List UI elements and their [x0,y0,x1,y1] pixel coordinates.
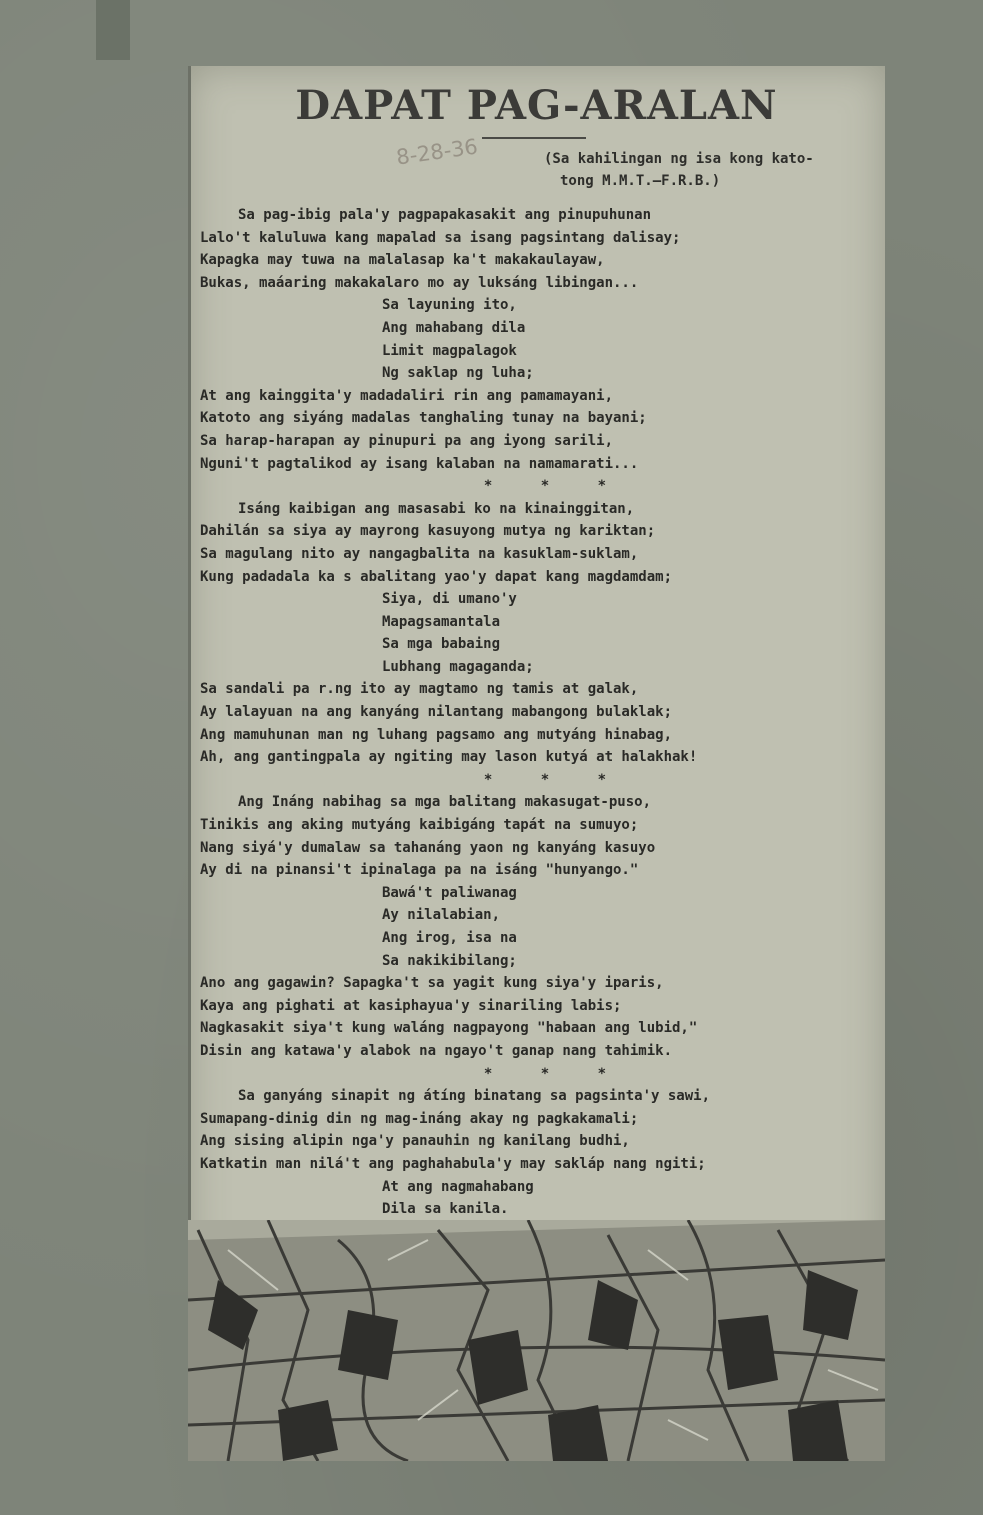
poem-line: At ang kainggita'y madadaliri rin ang pamamayani, [200,387,614,404]
board-stain [96,0,130,60]
poem-line: Limit magpalagok [382,342,517,359]
poem-line: Isáng kaibigan ang masasabi ko na kinainggitan, [238,500,635,517]
poem-line: Sa pag-ibig pala'y pagpapakasakit ang pinupuhunan [238,207,652,223]
dedication-line: (Sa kahilingan ng isa kong kato- [544,151,814,167]
poem-line: Dila sa kanila. [382,1201,509,1218]
stanza-separator: * * * [483,478,627,495]
poem-line: Ng saklap ng luha; [382,365,534,382]
poem-line: Lalo't kaluluwa kang mapalad sa isang pagsintang dalisay; [200,229,681,246]
poem-line: Kaya ang pighati at kasiphayua'y sinariling labis; [200,997,622,1014]
poem-line: Ah, ang gantingpala ay ngiting may lason kutyá at halakhak! [200,749,698,766]
poem-line: Katoto ang siyáng madalas tanghaling tunay na bayani; [200,410,647,427]
poem-line: Nang siyá'y dumalaw sa tahanáng yaon ng kanyáng kasuyo [200,839,656,856]
poem-line: Katkatin man nilá't ang paghahabula'y may sakláp nang ngiti; [200,1155,706,1172]
poem-line: Nagkasakit siya't kung waláng nagpayong "habaan ang lubid," [200,1020,698,1037]
poem-line: Sa layuning ito, [382,297,517,314]
poem-line: Tinikis ang aking mutyáng kaibigáng tapát na sumuyo; [200,817,639,834]
poem-line: Lubhang magaganda; [382,658,534,675]
poem-line: Ang mahabang dila [382,319,526,336]
poem-line: Bukas, maáaring makakalaro mo ay luksáng libingan... [200,274,639,291]
poem-line: Sa sandali pa r.ng ito ay magtamo ng tamis at galak, [200,681,639,698]
poem-line: Kung padadala ka s abalitang yao'y dapat kang magdamdam; [200,568,673,585]
dedication [544,148,864,192]
poem-line: Ay lalayuan na ang kanyáng nilantang mabangong bulaklak; [200,704,673,721]
poem-line: Sa nakikibilang; [382,952,517,969]
poem-line: Ano ang gagawin? Sapagka't sa yagit kung siya'y iparis, [200,975,664,992]
poem-line: Bawá't paliwanag [382,884,517,901]
poem-line: Ay di na pinansi't ipinalaga pa na isáng "hunyango." [200,862,639,879]
poem-line: Ang mamuhunan man ng luhang pagsamo ang mutyáng hinabag, [200,726,673,743]
poem-line: Disin ang katawa'y alabok na ngayo't ganap nang tahimik. [200,1042,673,1059]
poem-line: Sa mga babaing [382,636,501,653]
title-divider [482,137,586,139]
poem-line: At ang nagmahabang [382,1178,534,1195]
poem-body [200,204,880,1221]
poem-line: Sa harap-harapan ay pinupuri pa ang iyong sarili, [200,432,614,449]
poem-line: Ang Ináng nabihag sa mga balitang makasugat-puso, [238,794,652,811]
poem-line: Kapagka may tuwa na malalasap ka't makakaulayaw, [200,252,605,269]
poem-line: Nguni't pagtalikod ay isang kalaban na namamarati... [200,455,639,472]
poem-line: Sumapang-dinig din ng mag-ináng akay ng pagkakamali; [200,1110,639,1127]
poem-line: Mapagsamantala [382,613,501,630]
poem-line: Dahilán sa siya ay mayrong kasuyong mutya ng kariktan; [200,523,656,540]
poem-line: Sa magulang nito ay nangagbalita na kasuklam-suklam, [200,545,639,562]
woodcut-illustration-icon [188,1220,885,1461]
poem-line: Siya, di umano'y [382,591,517,608]
poem-line: Ay nilalabian, [382,907,501,924]
stanza-separator: * * * [483,1065,627,1082]
poem-line: Ang sising alipin nga'y panauhin ng kanilang budhi, [200,1133,630,1150]
pencil-date-annotation: 8-28-36 [394,134,480,170]
newspaper-clipping [188,66,885,1461]
poem-line: Ang irog, isa na [382,930,517,946]
dedication-line: tong M.M.T.—F.R.B.) [560,173,721,189]
poem-line: Sa ganyáng sinapit ng átíng binatang sa pagsinta'y sawi, [238,1088,711,1105]
stanza-separator: * * * [483,771,627,788]
poem-title: DAPAT PAG-ARALAN [295,82,778,129]
